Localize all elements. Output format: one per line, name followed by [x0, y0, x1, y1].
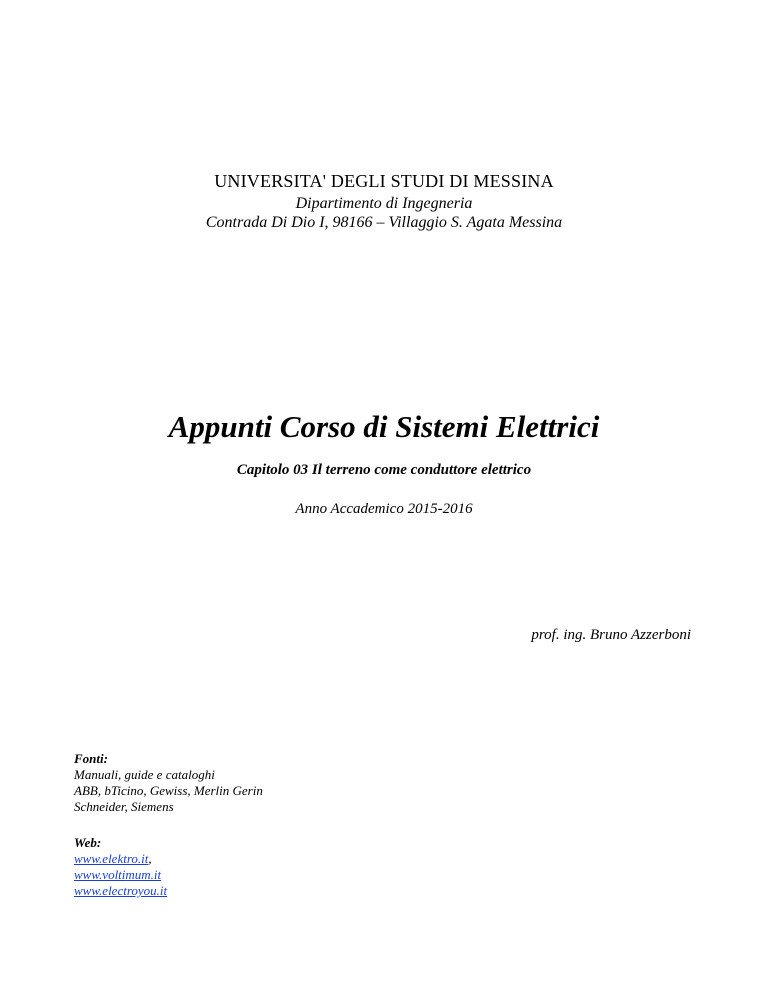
address: Contrada Di Dio I, 98166 – Villaggio S. Agata Messina: [205, 214, 563, 231]
link-electroyou[interactable]: www.electroyou.it: [74, 883, 168, 898]
academic-year: Anno Accademico 2015-2016: [295, 501, 473, 517]
web-link-row: [74, 851, 167, 867]
web-link-row: [74, 867, 167, 883]
chapter-title: Capitolo 03 Il terreno come conduttore elettrico: [236, 462, 532, 478]
web-heading: Web:: [74, 835, 102, 850]
link-elektro[interactable]: www.elektro.it: [74, 851, 149, 866]
document-title: Appunti Corso di Sistemi Elettrici: [168, 409, 600, 444]
web-section: [74, 835, 167, 899]
university-name: UNIVERSITA' DEGLI STUDI DI MESSINA: [214, 171, 554, 191]
web-link-row: [74, 883, 167, 899]
sources-section: [74, 751, 263, 815]
department-name: Dipartimento di Ingegneria: [295, 195, 473, 212]
sources-heading: Fonti:: [74, 751, 108, 766]
link-voltimum[interactable]: www.voltimum.it: [74, 867, 162, 882]
author-name: prof. ing. Bruno Azzerboni: [531, 627, 691, 643]
sources-line: ABB, bTicino, Gewiss, Merlin Gerin: [74, 783, 263, 798]
sources-line: Schneider, Siemens: [74, 799, 174, 814]
sources-line: Manuali, guide e cataloghi: [74, 767, 215, 782]
link-separator: ,: [148, 851, 152, 866]
